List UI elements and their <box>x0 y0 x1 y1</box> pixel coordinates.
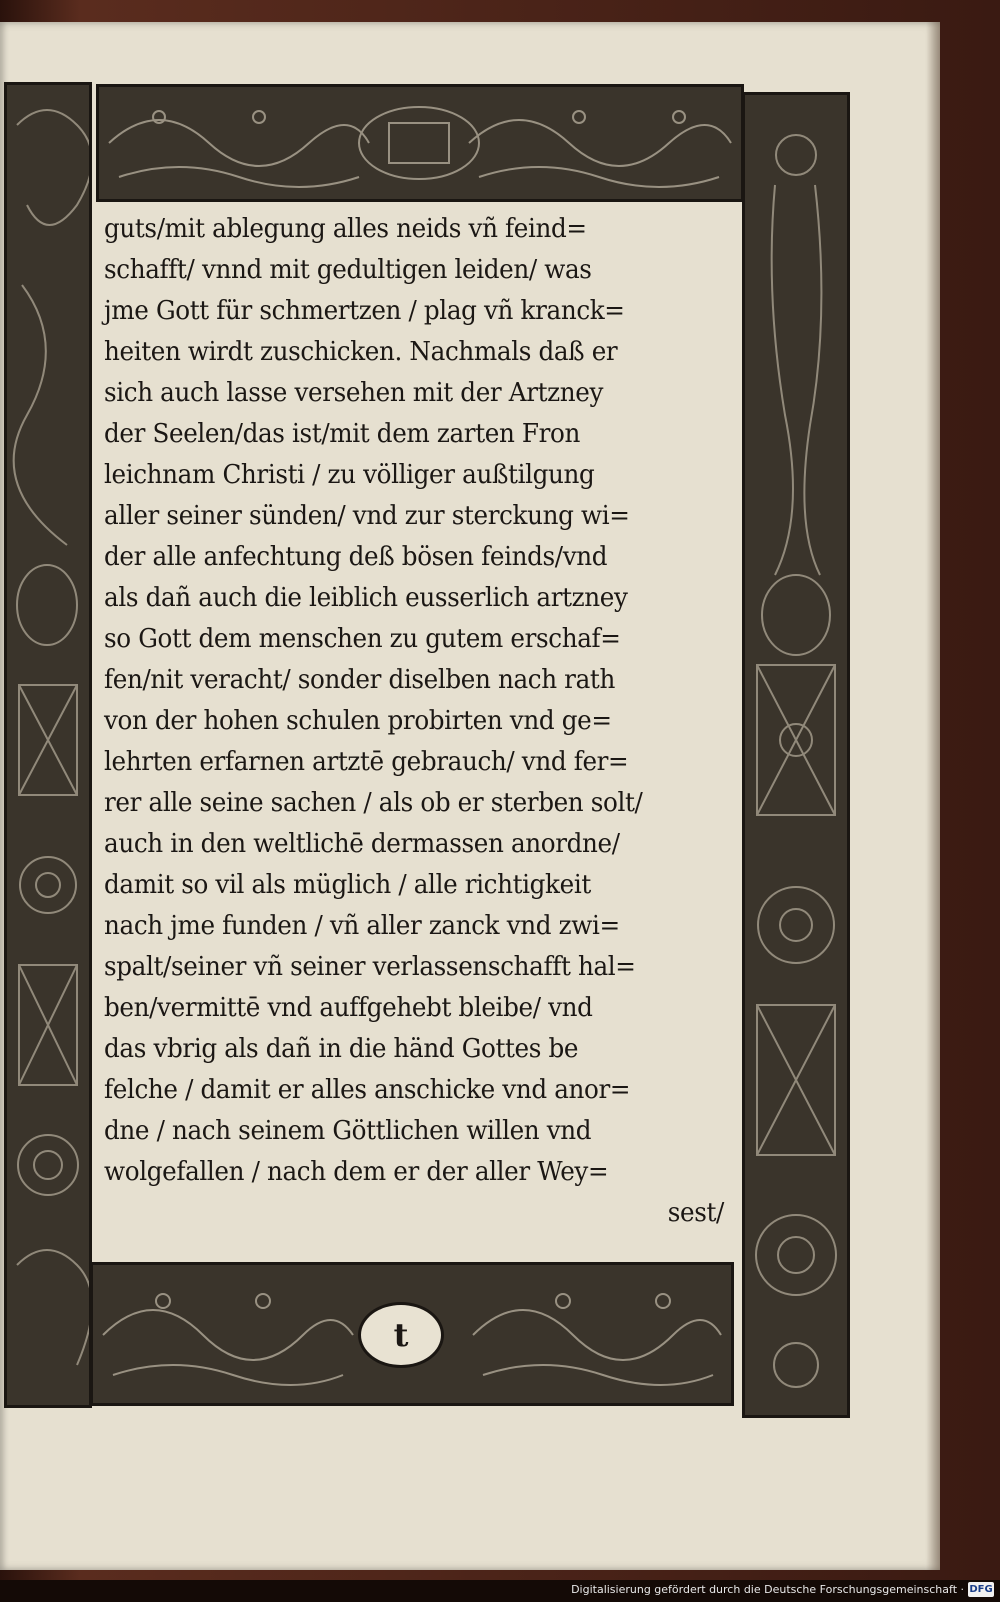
catchword: sest/ <box>667 1197 724 1228</box>
text-line: als dañ auch die leiblich eusserlich artzney <box>104 582 628 613</box>
text-line: ben/vermittē vnd auffgehebt bleibe/ vnd <box>104 992 593 1023</box>
text-line: jme Gott für schmertzen / plag vñ kranck= <box>104 295 625 326</box>
text-line: von der hohen schulen probirten vnd ge= <box>104 705 612 736</box>
text-line: schafft/ vnnd mit gedultigen leiden/ was <box>104 254 592 285</box>
text-line: der alle anfechtung deß bösen feinds/vnd <box>104 541 608 572</box>
text-line: sich auch lasse versehen mit der Artzney <box>104 377 604 408</box>
top-woodcut-ornament <box>99 87 741 199</box>
text-line: nach jme funden / vñ aller zanck vnd zwi= <box>104 910 620 941</box>
text-line: felche / damit er alles anschicke vnd anor= <box>104 1074 631 1105</box>
text-line: aller seiner sünden/ vnd zur sterckung wi= <box>104 500 630 531</box>
right-woodcut-border <box>742 92 850 1418</box>
text-line: heiten wirdt zuschicken. Nachmals daß er <box>104 336 618 367</box>
text-line: lehrten erfarnen artztē gebrauch/ vnd fer= <box>104 746 629 777</box>
text-line: fen/nit veracht/ sonder diselben nach rath <box>104 664 615 695</box>
body-text <box>104 208 724 1233</box>
digitization-credit: Digitalisierung gefördert durch die Deutsche Forschungsgemeinschaft · <box>571 1583 964 1596</box>
text-line: auch in den weltlichē dermassen anordne/ <box>104 828 620 859</box>
text-line: der Seelen/das ist/mit dem zarten Fron <box>104 418 581 449</box>
left-woodcut-border <box>4 82 92 1408</box>
dfg-logo: DFG <box>969 1584 993 1595</box>
text-line: dne / nach seinem Göttlichen willen vnd <box>104 1115 592 1146</box>
signature-mark: t <box>358 1302 444 1368</box>
text-line: wolgefallen / nach dem er der aller Wey= <box>104 1156 609 1187</box>
text-line: spalt/seiner vñ seiner verlassenschafft hal= <box>104 951 636 982</box>
text-line: guts/mit ablegung alles neids vñ feind= <box>104 213 587 244</box>
left-woodcut-ornament <box>7 85 89 1405</box>
text-line: das vbrig als dañ in die händ Gottes be <box>104 1033 579 1064</box>
top-woodcut-border <box>96 84 744 202</box>
text-line: so Gott dem menschen zu gutem erschaf= <box>104 623 621 654</box>
right-woodcut-ornament <box>745 95 847 1415</box>
text-line: leichnam Christi / zu völliger außtilgung <box>104 459 595 490</box>
text-line: rer alle seine sachen / als ob er sterben solt/ <box>104 787 643 818</box>
text-line: damit so vil als müglich / alle richtigkeit <box>104 869 591 900</box>
